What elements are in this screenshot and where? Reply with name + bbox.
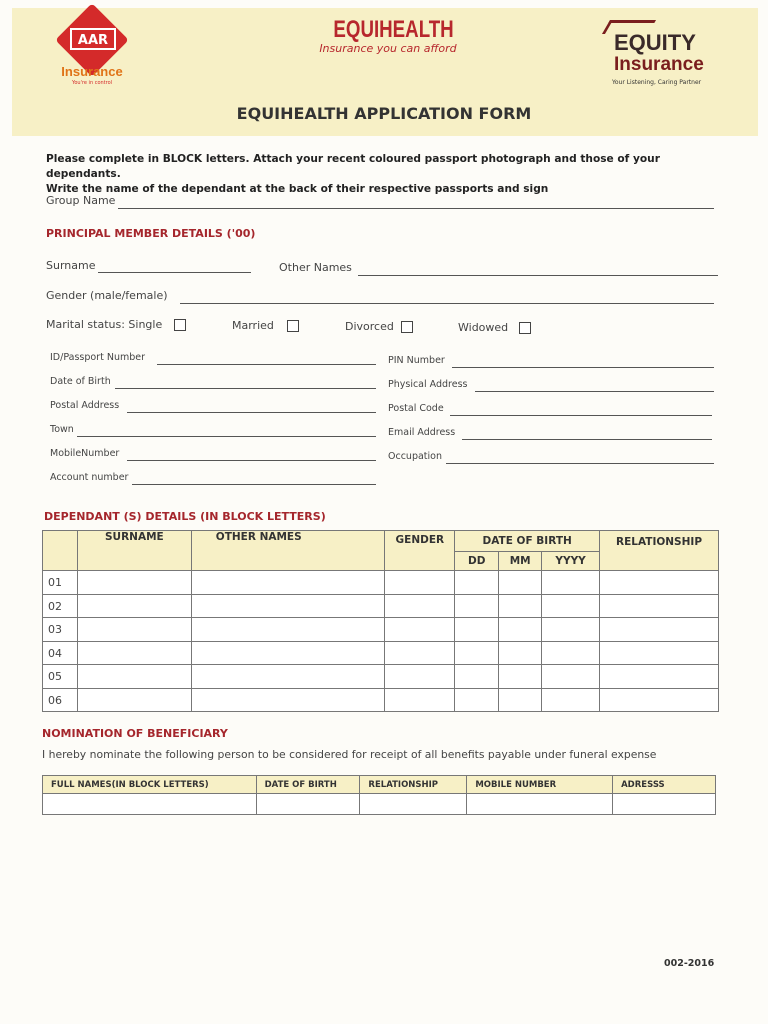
table-row: [43, 595, 719, 618]
account-field[interactable]: [132, 484, 376, 485]
widowed-label: Widowed: [458, 321, 509, 334]
town-label: Town: [50, 424, 74, 435]
postal-address-label: Postal Address: [50, 400, 120, 411]
row-number: 01: [43, 571, 78, 595]
occupation-field[interactable]: [446, 463, 714, 464]
relationship-column-header: RELATIONSHIP: [360, 776, 467, 794]
equity-tagline: Your Listening, Caring Partner: [612, 79, 702, 86]
postal-code-label: Postal Code: [388, 403, 444, 414]
beneficiary-table: [42, 775, 716, 815]
married-label: Married: [232, 319, 274, 332]
pin-label: PIN Number: [388, 355, 445, 366]
single-checkbox[interactable]: [174, 319, 186, 331]
dependants-section-heading: DEPENDANT (S) DETAILS (IN BLOCK LETTERS): [44, 510, 326, 523]
table-row: [43, 571, 719, 595]
town-field[interactable]: [77, 436, 376, 437]
address-column-header: ADRESSS: [613, 776, 716, 794]
postal-address-field[interactable]: [127, 412, 376, 413]
dd-column-header: DD: [455, 552, 499, 571]
aar-tagline: You're in control: [71, 80, 113, 86]
equity-name: EQUITY: [614, 30, 696, 55]
principal-section-heading: PRINCIPAL MEMBER DETAILS ('00): [46, 227, 256, 240]
row-number: 05: [43, 665, 78, 689]
equihealth-logo: [318, 16, 458, 55]
aar-insurance-label: Insurance: [61, 64, 123, 79]
dob-column-header: DATE OF BIRTH: [256, 776, 360, 794]
mobile-field[interactable]: [127, 460, 376, 461]
instructions-line-2: Write the name of the dependant at the back of their respective passports and sign: [46, 183, 549, 195]
postal-code-field[interactable]: [450, 415, 712, 416]
yyyy-column-header: YYYY: [542, 552, 600, 571]
widowed-checkbox[interactable]: [519, 322, 531, 334]
equihealth-tagline: Insurance you can afford: [319, 42, 457, 55]
table-row: [43, 665, 719, 689]
gender-label: Gender (male/female): [46, 289, 168, 302]
equity-insurance-label: Insurance: [614, 54, 704, 75]
row-number: 04: [43, 642, 78, 665]
row-number-header: [43, 531, 78, 571]
form-title: EQUIHEALTH APPLICATION FORM: [236, 104, 532, 123]
account-label: Account number: [50, 472, 129, 483]
mobile-label: MobileNumber: [50, 448, 120, 459]
dob-column-header: DATE OF BIRTH: [455, 531, 600, 552]
id-passport-field[interactable]: [157, 364, 376, 365]
row-number: 06: [43, 689, 78, 712]
mm-column-header: MM: [499, 552, 542, 571]
divorced-checkbox[interactable]: [401, 321, 413, 333]
dob-label: Date of Birth: [50, 376, 111, 387]
group-name-label: Group Name: [46, 194, 116, 207]
table-row: [43, 689, 719, 712]
occupation-label: Occupation: [388, 451, 442, 462]
married-checkbox[interactable]: [287, 320, 299, 332]
email-field[interactable]: [462, 439, 712, 440]
email-label: Email Address: [388, 427, 456, 438]
surname-label: Surname: [46, 259, 96, 272]
relationship-column-header: RELATIONSHIP: [600, 531, 719, 571]
surname-field[interactable]: [98, 272, 251, 273]
full-names-cell[interactable]: [43, 794, 257, 815]
gender-field[interactable]: [180, 303, 714, 304]
table-row: [43, 642, 719, 665]
physical-address-label: Physical Address: [388, 379, 468, 390]
other-names-field[interactable]: [358, 275, 718, 276]
row-number: 02: [43, 595, 78, 618]
dob-cell[interactable]: [256, 794, 360, 815]
physical-address-field[interactable]: [475, 391, 714, 392]
group-name-field[interactable]: [118, 208, 714, 209]
mobile-number-cell[interactable]: [467, 794, 613, 815]
table-row: [43, 794, 716, 815]
address-cell[interactable]: [613, 794, 716, 815]
gender-column-header: GENDER: [385, 531, 455, 571]
dob-field[interactable]: [115, 388, 376, 389]
surname-column-header: SURNAME: [77, 531, 191, 571]
instructions-line-1: Please complete in BLOCK letters. Attach your recent coloured passport photograph and those of your dependants.: [46, 153, 660, 180]
pin-field[interactable]: [452, 367, 714, 368]
full-names-column-header: FULL NAMES(IN BLOCK LETTERS): [43, 776, 257, 794]
dependants-table: [42, 530, 719, 712]
instructions: [46, 152, 736, 197]
other-names-label: Other Names: [279, 261, 352, 274]
aar-insurance-logo: [56, 14, 128, 84]
beneficiary-section-heading: NOMINATION OF BENEFICIARY: [42, 727, 228, 740]
marital-status-label: Marital status: Single: [46, 318, 163, 331]
id-passport-label: ID/Passport Number: [50, 352, 145, 363]
aar-logo-text: AAR: [70, 28, 116, 50]
row-number: 03: [43, 618, 78, 642]
divorced-label: Divorced: [345, 320, 394, 333]
other-names-column-header: OTHER NAMES: [191, 531, 385, 571]
table-row: [43, 618, 719, 642]
mobile-number-column-header: MOBILE NUMBER: [467, 776, 613, 794]
equihealth-name: EQUIHEALTH: [333, 16, 454, 43]
form-code: 002-2016: [664, 958, 715, 969]
beneficiary-statement: I hereby nominate the following person to be considered for receipt of all benefits payable under funeral expense: [42, 748, 657, 761]
relationship-cell[interactable]: [360, 794, 467, 815]
